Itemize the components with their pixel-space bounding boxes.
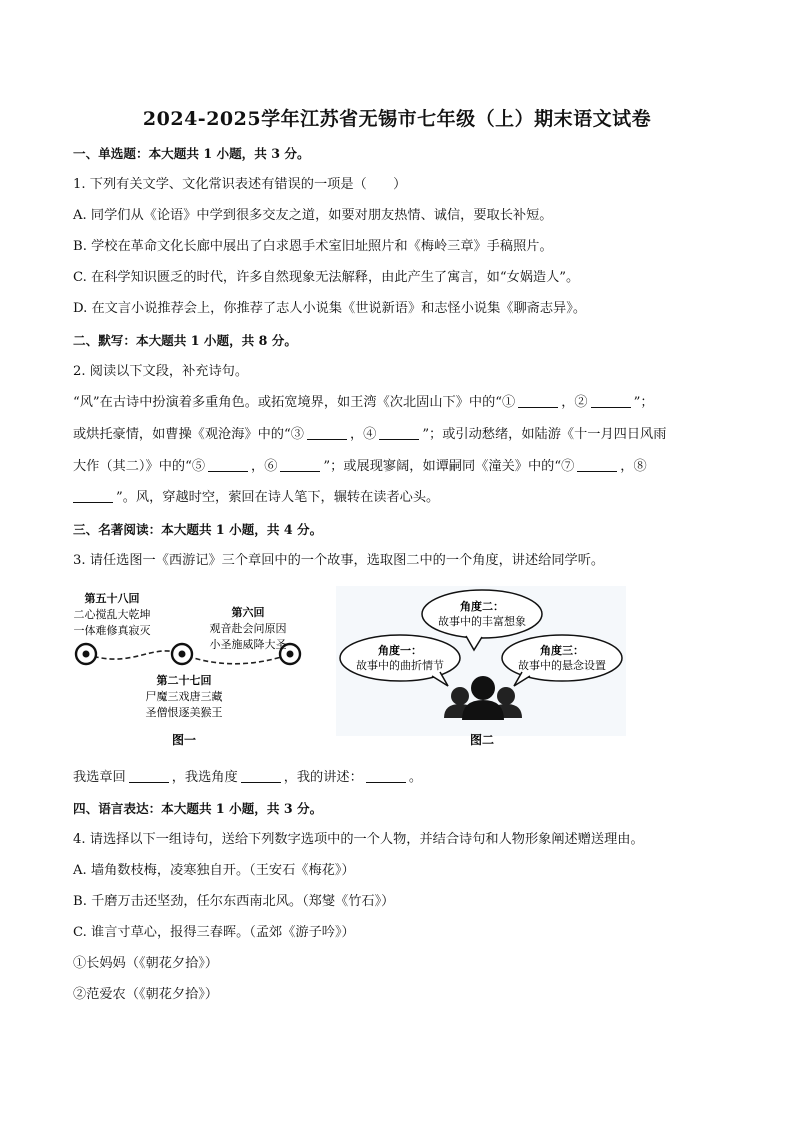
ch6-title: 第六回 — [231, 606, 265, 619]
ch27-line-2: 圣僧恨逐美猴王 — [145, 706, 223, 719]
angle-3-text: 故事中的悬念设置 — [518, 659, 606, 672]
q2-text: ，⑧ — [620, 459, 647, 474]
q3-answer-text: ，我选角度 — [171, 770, 238, 785]
figure-2 — [336, 586, 626, 750]
q2-line-4 — [73, 488, 733, 508]
q1-stem: 1. 下列有关文学、文化常识表述有错误的一项是（ ） — [73, 177, 407, 192]
angle-1-text: 故事中的曲折情节 — [356, 659, 444, 672]
blank-chapter[interactable] — [129, 769, 169, 783]
figure-1 — [72, 588, 312, 750]
q2-text: 大作（其二）》中的“⑤ — [73, 459, 206, 474]
q2-text: ”；或展现寥阔，如谭嗣同《潼关》中的“⑦ — [323, 459, 575, 474]
blank-5[interactable] — [208, 458, 248, 472]
ch58-title: 第五十八回 — [84, 592, 140, 605]
section-1-heading: 一、单选题：本大题共 1 小题，共 3 分。 — [73, 146, 310, 161]
q2-text: 或烘托豪情，如曹操《观沧海》中的“③ — [73, 427, 304, 442]
q2-line-2 — [73, 425, 733, 445]
blank-3[interactable] — [307, 426, 347, 440]
q4-option-c: C. 谁言寸草心，报得三春晖。（孟郊《游子吟》） — [73, 925, 355, 940]
q3-answer-text: 我选章回 — [73, 770, 126, 785]
q4-person-2: ②范爱农（《朝花夕拾》） — [73, 987, 219, 1002]
section-4-heading: 四、语言表达：本大题共 1 小题，共 3 分。 — [73, 801, 323, 816]
q4-option-b: B. 千磨万击还坚劲，任尔东西南北风。（郑燮《竹石》） — [73, 894, 395, 909]
q2-line-3 — [73, 457, 733, 477]
angle-2-text: 故事中的丰富想象 — [438, 615, 526, 628]
q2-text: ”； — [633, 395, 654, 410]
q2-text: ”；或引动愁绪，如陆游《十一月四日风雨 — [422, 427, 667, 442]
node-ch27 — [172, 644, 192, 664]
q2-text: ，② — [561, 395, 588, 410]
ch27-line-1: 尸魔三戏唐三藏 — [145, 690, 223, 703]
angle-3-title: 角度三： — [540, 644, 584, 657]
q3-stem: 3. 请任选图一《西游记》三个章回中的一个故事，选取图二中的一个角度，讲述给同学听。 — [73, 553, 605, 568]
blank-4[interactable] — [379, 426, 419, 440]
q2-line-1 — [73, 393, 733, 413]
exam-title: 2024-2025学年江苏省无锡市七年级（上）期末语文试卷 — [142, 108, 652, 130]
blank-8[interactable] — [73, 489, 113, 503]
blank-angle[interactable] — [241, 769, 281, 783]
blank-2[interactable] — [591, 394, 631, 408]
node-ch58 — [76, 644, 96, 664]
blank-story[interactable] — [366, 769, 406, 783]
q4-stem: 4. 请选择以下一组诗句，送给下列数字选项中的一个人物，并结合诗句和人物形象阐述赠送理由。 — [73, 832, 644, 847]
blank-1[interactable] — [518, 394, 558, 408]
q3-answer-text: 。 — [408, 770, 422, 785]
figure-1-graphic — [72, 588, 312, 750]
section-2-heading: 二、默写：本大题共 1 小题，共 8 分。 — [73, 333, 297, 348]
q2-text: ，④ — [349, 427, 377, 442]
q2-text: “风”在古诗中扮演着多重角色。或拓宽境界，如王湾《次北固山下》中的“① — [73, 395, 516, 410]
q1-option-d: D. 在文言小说推荐会上，你推荐了志人小说集《世说新语》和志怪小说集《聊斋志异》。 — [73, 301, 587, 316]
ch58-line-2: 一体难修真寂灭 — [73, 624, 151, 637]
blank-7[interactable] — [577, 458, 617, 472]
angle-2-title: 角度二： — [460, 600, 504, 613]
section-3-heading: 三、名著阅读：本大题共 1 小题，共 4 分。 — [73, 522, 323, 537]
figure-2-caption: 图二 — [469, 733, 495, 747]
angle-1-title: 角度一： — [378, 644, 422, 657]
q1-option-b: B. 学校在革命文化长廊中展出了白求恩手术室旧址照片和《梅岭三章》手稿照片。 — [73, 239, 553, 254]
ch6-line-1: 观音赴会问原因 — [209, 622, 287, 635]
blank-6[interactable] — [280, 458, 320, 472]
q1-option-a: A. 同学们从《论语》中学到很多交友之道，如要对朋友热情、诚信，要取长补短。 — [73, 208, 553, 223]
q2-text: ，⑥ — [251, 459, 278, 474]
ch58-line-1: 二心搅乱大乾坤 — [73, 608, 151, 621]
q3-answer-line — [73, 768, 733, 788]
q1-option-c: C. 在科学知识匮乏的时代，许多自然现象无法解释，由此产生了寓言，如“女娲造人”。 — [73, 270, 580, 285]
ch27-title: 第二十七回 — [156, 674, 212, 687]
q2-text: ”。风，穿越时空，萦回在诗人笔下，辗转在读者心头。 — [116, 490, 440, 505]
q2-stem: 2. 阅读以下文段，补充诗句。 — [73, 364, 249, 379]
figure-1-caption: 图一 — [171, 733, 197, 747]
q3-answer-text: ，我的讲述： — [283, 770, 363, 785]
q4-person-1: ①长妈妈（《朝花夕拾》） — [73, 956, 219, 971]
ch6-line-2: 小圣施威降大圣 — [209, 638, 287, 651]
q4-option-a: A. 墙角数枝梅，凌寒独自开。（王安石《梅花》） — [73, 863, 355, 878]
figure-2-graphic — [336, 586, 626, 750]
